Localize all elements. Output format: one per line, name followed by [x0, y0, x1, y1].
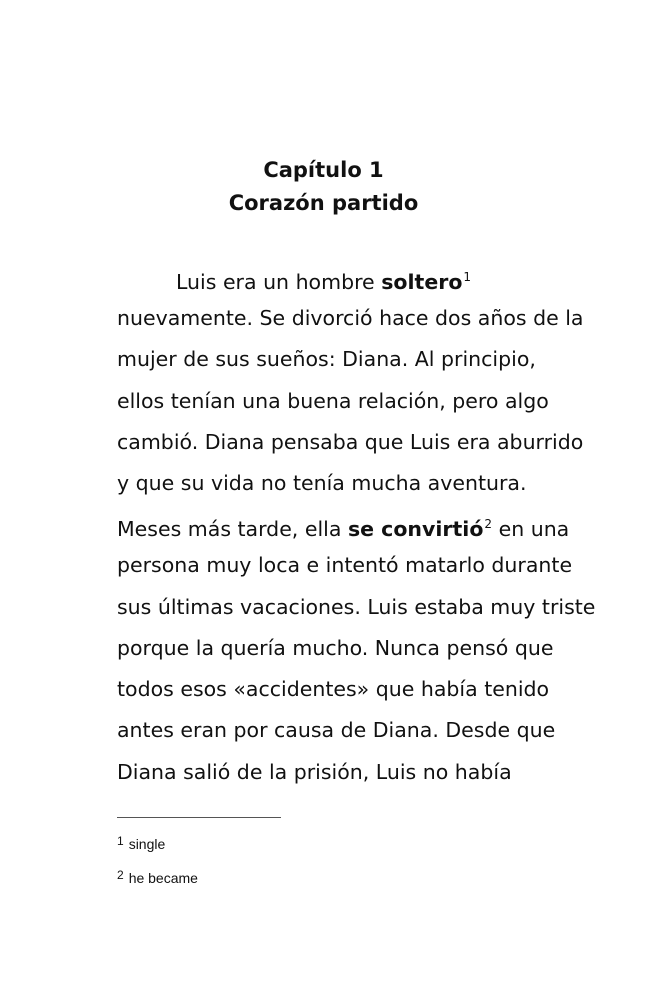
footnote-marker: 1 — [463, 270, 472, 284]
footnote-marker: 2 — [484, 517, 493, 531]
body-line: Diana salió de la prisión, Luis no había — [117, 760, 512, 784]
footnote-2 — [117, 866, 198, 887]
footnote-text: he became — [128, 870, 198, 886]
footnote-1 — [117, 832, 165, 853]
body-line: todos esos «accidentes» que había tenido — [117, 677, 550, 701]
body-line — [176, 262, 471, 297]
footnote-number: 2 — [117, 868, 124, 882]
line-text: Luis era un hombre — [176, 270, 382, 294]
body-line: mujer de sus sueños: Diana. Al principio, — [117, 347, 536, 371]
body-line: sus últimas vacaciones. Luis estaba muy triste — [117, 595, 596, 619]
chapter-title: Corazón partido — [228, 191, 419, 215]
body-line: antes eran por causa de Diana. Desde que — [117, 718, 556, 742]
chapter-number: Capítulo 1 — [263, 158, 384, 182]
body-line: cambió. Diana pensaba que Luis era aburrido — [117, 430, 584, 454]
footnote-divider — [117, 817, 281, 818]
body-line: nuevamente. Se divorció hace dos años de la — [117, 306, 584, 330]
line-text: Meses más tarde, ella — [117, 517, 348, 541]
body-line: ellos tenían una buena relación, pero algo — [117, 389, 549, 413]
glossary-word: soltero — [381, 270, 463, 294]
body-line: y que su vida no tenía mucha aventura. — [117, 471, 527, 495]
line-text-tail: en una — [492, 517, 570, 541]
body-line — [117, 509, 569, 544]
body-line: porque la quería mucho. Nunca pensó que — [117, 636, 554, 660]
footnote-text: single — [128, 836, 166, 852]
glossary-word: se convirtió — [347, 517, 484, 541]
footnote-number: 1 — [117, 834, 124, 848]
body-line: persona muy loca e intentó matarlo durante — [117, 553, 573, 577]
